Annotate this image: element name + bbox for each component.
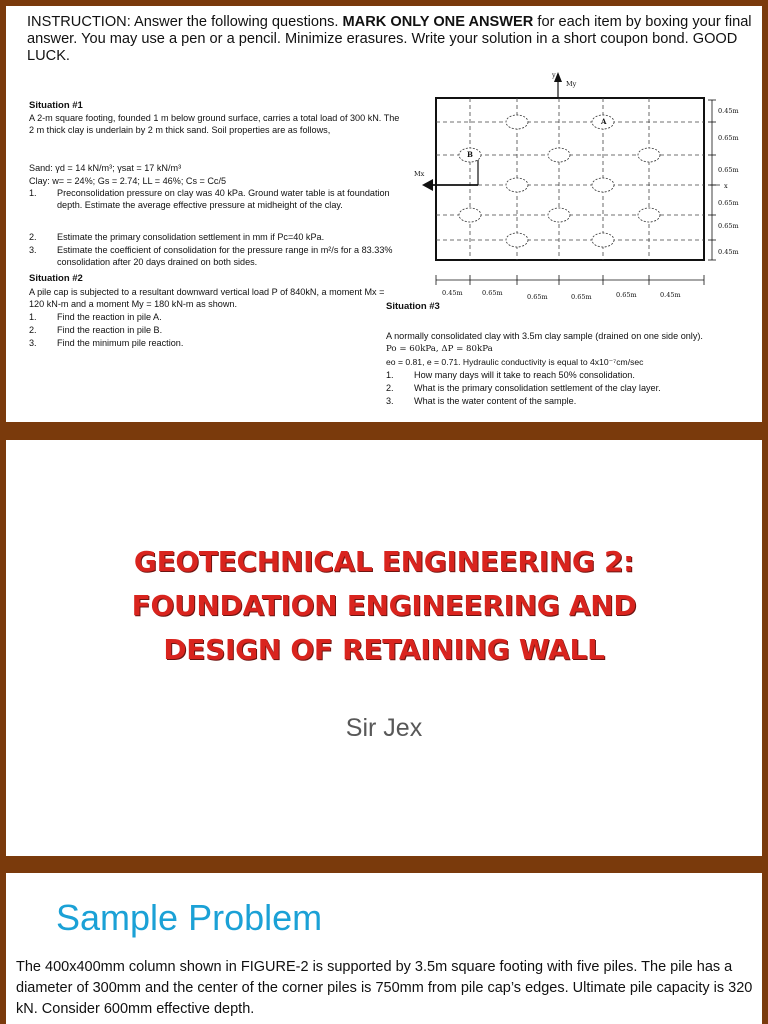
sample-problem-title: Sample Problem: [56, 897, 323, 938]
dim-label: 0.65m: [718, 222, 739, 230]
pile: [592, 178, 614, 192]
y-axis-label: y: [552, 71, 556, 79]
situation-1-intro: A 2-m square footing, founded 1 m below ground surface, carries a total load of 300 kN. The 2 m thick clay is underlain by 2 m thick sand. Soil properties are as follows,: [29, 113, 400, 136]
dim-label: 0.45m: [660, 291, 681, 299]
x-axis-label: x: [724, 182, 728, 190]
list-item: 3. Estimate the coefficient of consolidation for the pressure range in m²/s for a 83.33% consolidation after 20 days drained on both sides.: [29, 245, 393, 268]
pile: [506, 178, 528, 192]
situation-2-title: Situation #2: [29, 273, 83, 284]
dim-label: 0.65m: [482, 289, 503, 297]
pile: [548, 148, 570, 162]
dim-label: 0.65m: [718, 166, 739, 174]
list-item: 1. How many days will it take to reach 50% consolidation.: [386, 370, 635, 380]
my-label: My: [566, 80, 577, 88]
sample-problem-slide: [6, 873, 762, 1024]
dim-label: 0.65m: [718, 199, 739, 207]
situation-3-title: Situation #3: [386, 301, 440, 312]
instruction-text: INSTRUCTION: Answer the following questions. MARK ONLY ONE ANSWER for each item by boxing your final answer. You may use a pen or a pencil. Minimize erasures. Write your solution in a short coupon bond. GOOD LUCK.: [27, 14, 752, 64]
pile-a-label: A: [601, 117, 607, 126]
situation-3-intro: A normally consolidated clay with 3.5m clay sample (drained on one side only).: [386, 331, 703, 341]
course-title-line: FOUNDATION ENGINEERING AND: [131, 589, 637, 622]
dim-label: 0.65m: [718, 134, 739, 142]
situation-2-intro: A pile cap is subjected to a resultant downward vertical load P of 840kN, a moment Mx = 120 kN-m and a moment My = 180 kN-m as shown.: [29, 287, 385, 310]
dim-label: 0.65m: [571, 293, 592, 301]
exam-slide: [6, 6, 762, 422]
list-item: 2. What is the primary consolidation settlement of the clay layer.: [386, 383, 661, 393]
pile: [506, 115, 528, 129]
po-line: Po = 60kPa, ΔP = 80kPa: [386, 344, 493, 354]
title-slide: [6, 440, 762, 856]
dim-label: 0.65m: [527, 293, 548, 301]
list-item: 1. Preconsolidation pressure on clay was 40 kPa. Ground water table is at foundation depth. Estimate the average effective pressure at midheight of the clay.: [29, 188, 390, 211]
situation-1-title: Situation #1: [29, 100, 83, 111]
course-title-line: GEOTECHNICAL ENGINEERING 2:: [133, 545, 635, 578]
list-item: 3. Find the minimum pile reaction.: [29, 338, 184, 348]
eo-line: eo = 0.81, e = 0.71. Hydraulic conductivity is equal to 4x10⁻⁷cm/sec: [386, 357, 644, 367]
pile: [506, 233, 528, 247]
pile-grid: [436, 98, 704, 260]
list-item: 3. What is the water content of the sample.: [386, 396, 577, 406]
presenter-name: Sir Jex: [345, 714, 423, 742]
sample-problem-text: The 400x400mm column shown in FIGURE-2 is supported by 3.5m square footing with five piles. The pile has a diameter of 300mm and the center of the corner piles is 750mm from pile cap’s edges. Ultimate pile capacity is 320 kN. Consider 600mm effective depth.: [16, 959, 753, 1017]
list-item: 2. Estimate the primary consolidation settlement in mm if Pc=40 kPa.: [29, 232, 325, 242]
pile: [548, 208, 570, 222]
list-item: 2. Find the reaction in pile B.: [29, 325, 163, 335]
pile: [638, 208, 660, 222]
course-title: [6, 540, 762, 672]
mx-label: Mx: [414, 170, 425, 178]
dim-label: 0.45m: [718, 107, 739, 115]
dim-label: 0.45m: [718, 248, 739, 256]
dim-label: 0.45m: [442, 289, 463, 297]
pile-b-label: B: [467, 150, 473, 159]
mx-arrow-icon: [422, 179, 433, 191]
course-title-line: DESIGN OF RETAINING WALL: [163, 633, 605, 666]
pile: [592, 233, 614, 247]
pile-cap-diagram: [406, 68, 762, 304]
clay-properties: Clay: w= = 24%; Gs = 2.74; LL = 46%; Cs = Cc/5: [29, 176, 227, 186]
pile: [638, 148, 660, 162]
sand-properties: Sand: γd = 14 kN/m³; γsat = 17 kN/m³: [29, 163, 182, 173]
pile: [459, 208, 481, 222]
list-item: 1. Find the reaction in pile A.: [29, 312, 162, 322]
dim-label: 0.65m: [616, 291, 637, 299]
